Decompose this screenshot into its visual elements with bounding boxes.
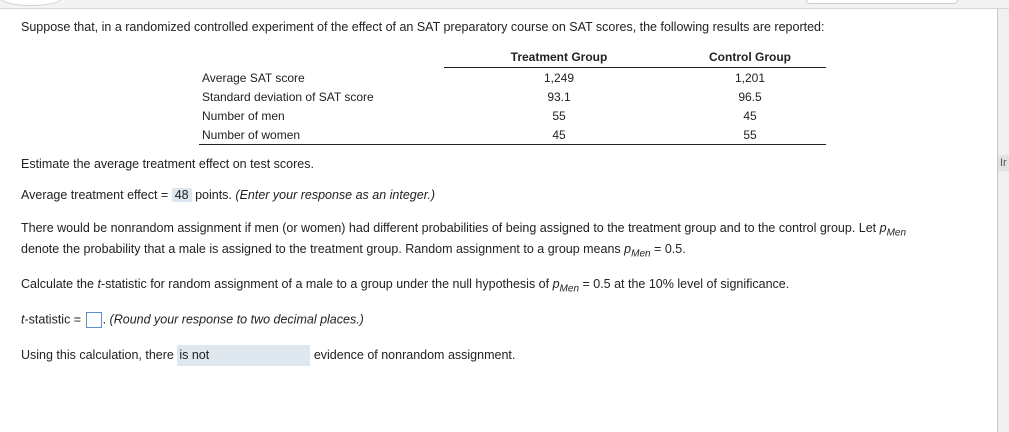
evidence-dropdown[interactable]: is not [177, 345, 310, 366]
toolbar-rounded-edge [0, 0, 62, 6]
para-line2-end: = 0.5. [654, 242, 686, 256]
q2-label: -statistic = [24, 312, 82, 327]
table-header-treatment: Treatment Group [444, 49, 674, 68]
q2-prompt-c: = 0.5 at the 10% level of significance. [582, 277, 790, 291]
treatment-value: 1,249 [543, 71, 575, 85]
q1-label: Average treatment effect = [21, 188, 169, 202]
t-symbol: t [21, 312, 25, 327]
p-subscript: Men [886, 227, 907, 239]
q2-prompt-b: -statistic for random assignment of a male to a group under the null hypothesis of [100, 277, 550, 291]
toolbar-tab-edge[interactable] [806, 0, 958, 4]
q3-prefix: Using this calculation, there [21, 347, 174, 362]
table-row [199, 68, 826, 88]
average-effect-answer[interactable]: 48 [172, 188, 192, 202]
p-subscript: Men [631, 248, 651, 260]
table-header-control: Control Group [674, 49, 826, 68]
table-row [199, 125, 826, 145]
q2-hint: (Round your response to two decimal places.) [109, 312, 364, 327]
control-value: 55 [674, 125, 826, 145]
q3-line [21, 345, 515, 366]
q1-unit: points. [195, 188, 232, 202]
q2-answer-line: t-statistic = . (Round your response to two decimal places.) [21, 312, 364, 327]
row-label: Average SAT score [202, 70, 305, 85]
row-label: Standard deviation of SAT score [202, 90, 374, 104]
results-table [199, 49, 826, 145]
row-label: Number of women [199, 125, 444, 145]
control-value: 45 [743, 109, 757, 123]
intro-text: Suppose that, in a randomized controlled experiment of the effect of an SAT preparatory course on SAT scores, the following results are reported: [21, 20, 825, 34]
q1-hint: (Enter your response as an integer.) [235, 188, 436, 202]
table-header-blank [199, 49, 444, 68]
q1-prompt: Estimate the average treatment effect on test scores. [21, 157, 314, 171]
treatment-value: 55 [552, 109, 566, 123]
p-symbol: p [552, 277, 560, 291]
side-tab[interactable]: Ir [998, 155, 1009, 171]
para-line1-text: There would be nonrandom assignment if men (or women) had different probabilities of being assigned to the treatment group and to the control group. Let [21, 221, 877, 235]
t-statistic-input[interactable] [86, 312, 102, 328]
side-panel-strip [998, 9, 1009, 432]
table-row [199, 106, 826, 125]
para-line2-text: denote the probability that a male is assigned to the treatment group. Random assignment to a group means [21, 242, 621, 256]
treatment-value: 45 [444, 125, 674, 145]
p-subscript: Men [559, 283, 579, 295]
t-symbol: t [97, 277, 101, 291]
q1-answer-line [21, 188, 435, 202]
q2-prompt [21, 277, 789, 295]
para-line-2 [21, 242, 686, 260]
control-value: 96.5 [738, 90, 762, 104]
table-row [199, 87, 826, 106]
treatment-value: 93.1 [547, 90, 571, 104]
para-line-1 [21, 221, 906, 239]
top-toolbar-strip [0, 0, 1009, 9]
row-label: Number of men [202, 109, 285, 123]
p-symbol: p [624, 242, 632, 256]
q3-suffix: evidence of nonrandom assignment. [313, 347, 516, 362]
p-symbol: p [879, 221, 887, 235]
q2-prompt-a: Calculate the [21, 277, 94, 291]
control-value: 1,201 [734, 71, 766, 85]
